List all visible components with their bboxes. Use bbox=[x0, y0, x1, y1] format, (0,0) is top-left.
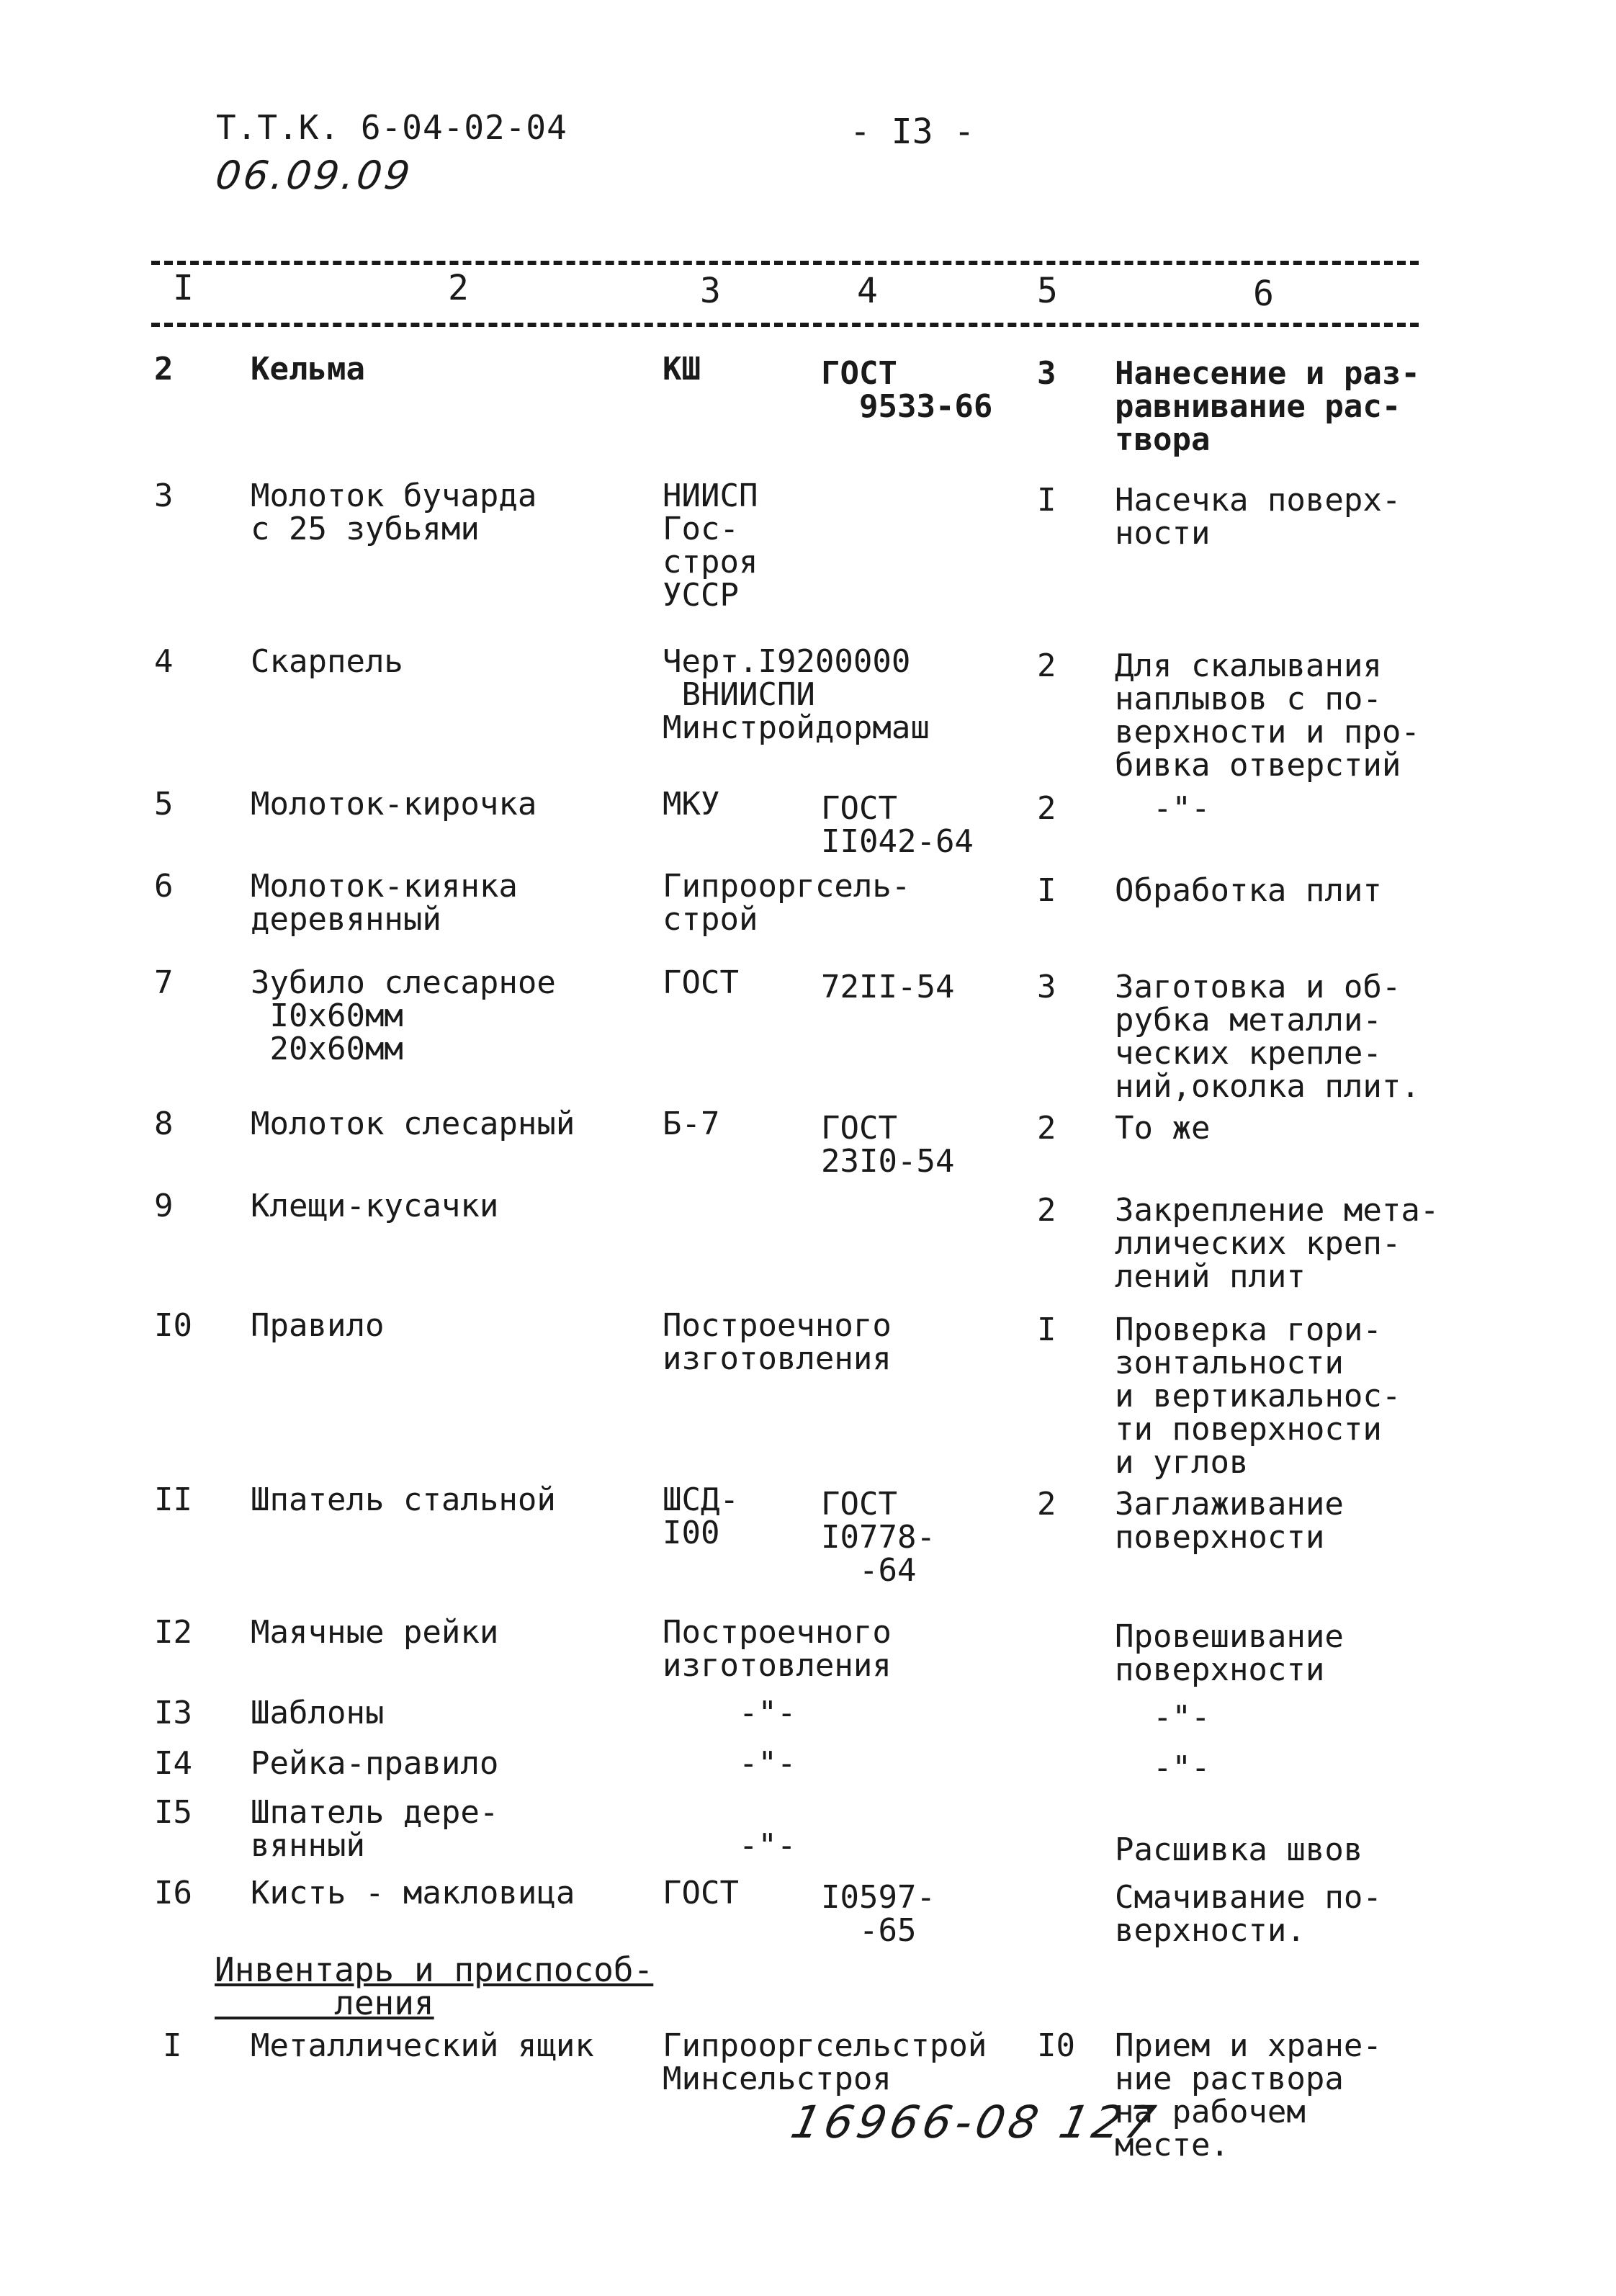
cell-num: 9 bbox=[154, 1188, 174, 1224]
cell-purpose: -"- bbox=[1115, 1699, 1211, 1736]
cell-name: Правило bbox=[251, 1307, 385, 1344]
cell-purpose: Смачивание по- верхности. bbox=[1115, 1879, 1382, 1949]
cell-purpose: -"- bbox=[1115, 1749, 1211, 1786]
column-header-3: 3 bbox=[700, 271, 721, 311]
table-top-rule bbox=[151, 261, 1419, 265]
cell-qty: 3 bbox=[1037, 355, 1056, 392]
cell-standard: ГОСТ 23I0-54 bbox=[821, 1110, 955, 1180]
cell-mark: Построечного изготовления bbox=[663, 1614, 892, 1684]
cell-num: 3 bbox=[154, 477, 174, 514]
cell-mark: ГОСТ bbox=[663, 964, 739, 1001]
cell-purpose: -"- bbox=[1115, 790, 1211, 827]
cell-name: Маячные рейки bbox=[251, 1614, 499, 1651]
cell-num: I bbox=[163, 2027, 182, 2064]
doc-code: Т.Т.К. 6-04-02-04 bbox=[216, 108, 567, 147]
cell-name: Молоток слесарный bbox=[251, 1106, 575, 1142]
cell-mark: -"- bbox=[663, 1745, 796, 1782]
cell-purpose: Заготовка и об- рубка металли- ческих крепле- ний,околка плит. bbox=[1115, 969, 1420, 1105]
table-header-rule bbox=[151, 323, 1419, 327]
cell-mark: НИИСП Гос- строя УССР bbox=[663, 477, 758, 614]
cell-qty: 2 bbox=[1037, 1486, 1056, 1523]
cell-mark: МКУ bbox=[663, 786, 720, 822]
cell-name: Рейка-правило bbox=[251, 1745, 499, 1782]
cell-num: I4 bbox=[154, 1745, 192, 1782]
column-header-2: 2 bbox=[448, 268, 469, 308]
cell-qty: 2 bbox=[1037, 1192, 1056, 1229]
cell-mark: Построечного изготовления bbox=[663, 1307, 892, 1377]
cell-standard: ГОСТ II042-64 bbox=[821, 790, 974, 860]
cell-purpose: Проверка гори- зонтальности и вертикальнос- ти поверхности и углов bbox=[1115, 1311, 1401, 1481]
cell-num: 5 bbox=[154, 786, 174, 822]
cell-standard: I0597- -65 bbox=[821, 1879, 935, 1949]
cell-mark: Гипрооргсель- строй bbox=[663, 868, 911, 938]
cell-name: Кисть - макловица bbox=[251, 1875, 575, 1911]
cell-purpose: Нанесение и раз- равнивание рас- твора bbox=[1115, 355, 1420, 458]
cell-num: I2 bbox=[154, 1614, 192, 1651]
column-header-1: I bbox=[173, 268, 194, 308]
cell-qty: I0 bbox=[1037, 2027, 1075, 2064]
cell-mark: Гипрооргсельстрой Минсельстроя bbox=[663, 2027, 987, 2097]
cell-num: 6 bbox=[154, 868, 174, 905]
cell-name: Кельма bbox=[251, 351, 365, 387]
cell-name: Молоток-кирочка bbox=[251, 786, 537, 822]
cell-qty: 2 bbox=[1037, 647, 1056, 684]
column-header-6: 6 bbox=[1253, 274, 1274, 314]
cell-num: 7 bbox=[154, 964, 174, 1001]
cell-qty: 3 bbox=[1037, 969, 1056, 1005]
cell-mark: КШ bbox=[663, 351, 701, 387]
cell-mark: ШСД- I00 bbox=[663, 1481, 739, 1551]
section-title: Инвентарь и приспособ- ления bbox=[215, 1950, 654, 2022]
cell-name: Зубило слесарное I0x60мм 20x60мм bbox=[251, 964, 556, 1067]
cell-purpose: Закрепление мета- ллических креп- лений плит bbox=[1115, 1192, 1440, 1295]
page-number: - I3 - bbox=[850, 112, 975, 152]
cell-purpose: То же bbox=[1115, 1110, 1211, 1147]
cell-purpose: Обработка плит bbox=[1115, 872, 1382, 909]
cell-name: Клещи-кусачки bbox=[251, 1188, 499, 1224]
cell-num: 8 bbox=[154, 1106, 174, 1142]
cell-num: II bbox=[154, 1481, 192, 1518]
cell-mark: Б-7 bbox=[663, 1106, 720, 1142]
cell-num: I0 bbox=[154, 1307, 192, 1344]
cell-purpose: Насечка поверх- ности bbox=[1115, 482, 1401, 552]
cell-purpose: Провешивание поверхности bbox=[1115, 1618, 1344, 1688]
cell-purpose: Прием и хране- ние раствора на рабочем месте. bbox=[1115, 2027, 1382, 2163]
cell-standard: ГОСТ 9533-66 bbox=[821, 355, 993, 425]
cell-num: I5 bbox=[154, 1794, 192, 1831]
cell-num: 4 bbox=[154, 643, 174, 680]
cell-num: 2 bbox=[154, 351, 174, 387]
cell-purpose: Расшивка швов bbox=[1115, 1831, 1363, 1868]
cell-mark: -"- bbox=[663, 1695, 796, 1731]
cell-standard: 72II-54 bbox=[821, 969, 955, 1005]
cell-qty: I bbox=[1037, 1311, 1056, 1348]
cell-qty: 2 bbox=[1037, 790, 1056, 827]
column-header-4: 4 bbox=[857, 271, 878, 311]
cell-mark: ГОСТ bbox=[663, 1875, 739, 1911]
cell-name: Шпатель дере- вянный bbox=[251, 1794, 499, 1864]
cell-mark: -"- bbox=[738, 1827, 796, 1864]
column-header-5: 5 bbox=[1037, 271, 1058, 311]
cell-num: I6 bbox=[154, 1875, 192, 1911]
cell-standard: ГОСТ I0778- -64 bbox=[821, 1486, 935, 1589]
cell-name: Шпатель стальной bbox=[251, 1481, 556, 1518]
cell-qty: I bbox=[1037, 872, 1056, 909]
cell-mark: Черт.I9200000 ВНИИСПИ Минстройдормаш bbox=[663, 643, 930, 746]
cell-name: Молоток бучарда с 25 зубьями bbox=[251, 477, 537, 547]
cell-name: Скарпель bbox=[251, 643, 403, 680]
archive-stamp: 16966-08 127 bbox=[786, 2096, 1164, 2148]
cell-name: Металлический ящик bbox=[251, 2027, 594, 2064]
cell-num: I3 bbox=[154, 1695, 192, 1731]
cell-purpose: Заглаживание поверхности bbox=[1115, 1486, 1344, 1556]
cell-name: Молоток-киянка деревянный bbox=[251, 868, 518, 938]
cell-purpose: Для скалывания наплывов с по- верхности и про- бивка отверстий bbox=[1115, 647, 1420, 784]
cell-name: Шаблоны bbox=[251, 1695, 385, 1731]
cell-qty: 2 bbox=[1037, 1110, 1056, 1147]
cell-qty: I bbox=[1037, 482, 1056, 519]
handwritten-date: 06.09.09 bbox=[212, 153, 416, 198]
